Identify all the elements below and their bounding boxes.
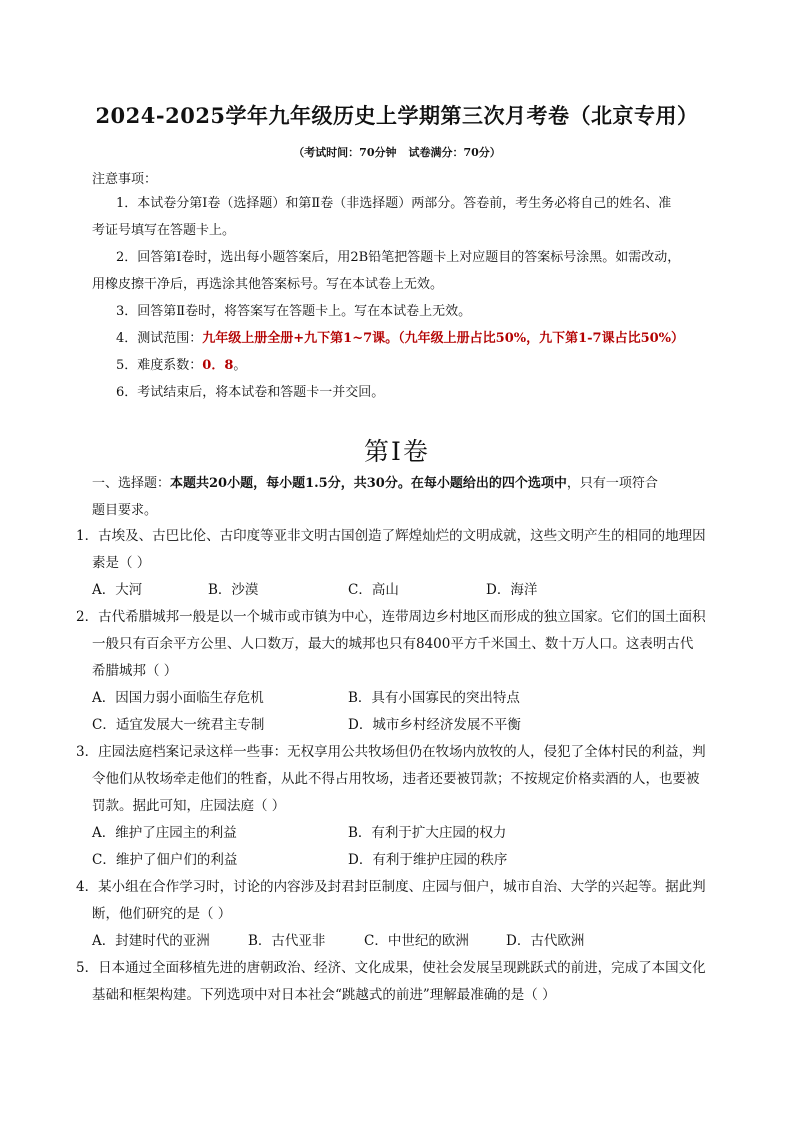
- exam-title: 2024-2025学年九年级历史上学期第三次月考卷（北京专用）: [95, 103, 699, 128]
- question-5: [76, 955, 706, 1009]
- question-1-option-b[interactable]: B．沙漠: [208, 582, 259, 598]
- question-2-line-1: 2．古代希腊城邦一般是以一个城市或市镇为中心，连带周边乡村地区而形成的独立国家。它们的国土面积: [76, 609, 706, 625]
- question-5-line-1: 5．日本通过全面移植先进的唐朝政治、经济、文化成果，使社会发展呈现跳跃式的前进，完成了本国文化: [76, 960, 706, 976]
- question-3-option-c[interactable]: C．维护了佃户们的利益: [92, 852, 238, 868]
- notice-line-2: 2．回答第Ⅰ卷时，选出每小题答案后，用2B铅笔把答题卡上对应题目的答案标号涂黑。如需改动，: [116, 250, 681, 265]
- question-1-option-d[interactable]: D．海洋: [486, 582, 538, 598]
- exam-subtitle: [0, 144, 794, 160]
- question-3-line-1: 3．庄园法庭档案记录这样一些事：无权享用公共牧场但仍在牧场内放牧的人，侵犯了全体村民的利益，判: [76, 744, 706, 760]
- question-4-option-b[interactable]: B．古代亚非: [248, 933, 326, 949]
- question-3-option-d[interactable]: D．有利于维护庄园的秩序: [348, 852, 508, 868]
- volume-title: 第Ⅰ卷: [364, 437, 430, 466]
- question-1-option-a[interactable]: A．大河: [92, 582, 143, 598]
- notice-line-1-cont: 考证号填写在答题卡上。: [92, 223, 236, 238]
- question-3: [76, 739, 706, 820]
- notice-line-1: 1．本试卷分第Ⅰ卷（选择题）和第Ⅱ卷（非选择题）两部分。答卷前，考生务必将自己的姓名、准: [116, 196, 672, 211]
- notice-line-5: [116, 352, 246, 379]
- section-line-1: [92, 470, 658, 497]
- question-3-line-2: 令他们从牧场牵走他们的牲畜，从此不得占用牧场，违者还要被罚款；不按规定价格卖酒的人，也要被: [92, 771, 700, 787]
- question-5-line-2: 基础和框架构建。下列选项中对日本社会“跳越式的前进”理解最准确的是（ ）: [92, 987, 556, 1003]
- section-label: 一、选择题：: [92, 476, 171, 491]
- test-scope: 九年级上册全册+九下第1~7课。（九年级上册占比50%，九下第1-7课占比50%）: [202, 331, 685, 346]
- notice-line-3: 3．回答第Ⅱ卷时，将答案写在答题卡上。写在本试卷上无效。: [116, 304, 472, 319]
- notice-item5-prefix: 5．难度系数：: [116, 358, 203, 373]
- question-1-line-1: 1．古埃及、古巴比伦、古印度等亚非文明古国创造了辉煌灿烂的文明成就，这些文明产生的相同的地理因: [76, 528, 706, 544]
- question-4-line-2: 断，他们研究的是（ ）: [92, 906, 232, 922]
- question-4-option-c[interactable]: C．中世纪的欧洲: [364, 933, 469, 949]
- question-2-option-a[interactable]: A．因国力弱小面临生存危机: [92, 690, 264, 706]
- section-line-2: 题目要求。: [92, 503, 158, 518]
- question-2-option-d[interactable]: D．城市乡村经济发展不平衡: [348, 717, 521, 733]
- question-4-option-a[interactable]: A．封建时代的亚洲: [92, 933, 210, 949]
- question-2-option-b[interactable]: B．具有小国寡民的突出特点: [348, 690, 520, 706]
- notice-heading: 注意事项：: [92, 172, 158, 187]
- question-4: [76, 874, 706, 928]
- exam-time: （考试时间：70分钟: [293, 146, 397, 159]
- question-2-line-2: 一般只有百余平方公里、人口数万，最大的城邦也只有8400平方千米国土、数十万人口。这表明古代: [92, 636, 694, 652]
- notice-line-4: [116, 325, 684, 352]
- notice-line-6: 6．考试结束后，将本试卷和答题卡一并交回。: [116, 385, 385, 400]
- notice-item4-prefix: 4．测试范围：: [116, 331, 203, 346]
- section-rule-tail: ，只有一项符合: [566, 476, 658, 491]
- question-2-option-c[interactable]: C．适宜发展大一统君主专制: [92, 717, 265, 733]
- difficulty-value: 0．8: [202, 358, 234, 373]
- notice-item5-suffix: 。: [233, 358, 247, 373]
- question-3-option-b[interactable]: B．有利于扩大庄园的权力: [348, 825, 507, 841]
- question-3-line-3: 罚款。据此可知，庄园法庭（ ）: [92, 798, 286, 814]
- question-1-option-c[interactable]: C．高山: [348, 582, 399, 598]
- section-instructions: [92, 470, 658, 524]
- question-2: [76, 604, 706, 685]
- question-1: [76, 523, 706, 577]
- question-3-option-a[interactable]: A．维护了庄园主的利益: [92, 825, 237, 841]
- notice-line-2-cont: 用橡皮擦干净后，再选涂其他答案标号。写在本试卷上无效。: [92, 277, 444, 292]
- section-rule: 本题共20小题，每小题1.5分，共30分。在每小题给出的: [170, 476, 502, 491]
- question-4-line-1: 4．某小组在合作学习时，讨论的内容涉及封君封臣制度、庄园与佃户，城市自治、大学的兴起等。据此判: [76, 879, 706, 895]
- full-score: 试卷满分：70分）: [408, 146, 501, 159]
- question-1-line-2: 素是（ ）: [92, 555, 151, 571]
- section-rule-emphasis: 四个选项中: [501, 476, 567, 491]
- question-4-option-d[interactable]: D．古代欧洲: [506, 933, 585, 949]
- question-2-line-3: 希腊城邦（ ）: [92, 663, 178, 679]
